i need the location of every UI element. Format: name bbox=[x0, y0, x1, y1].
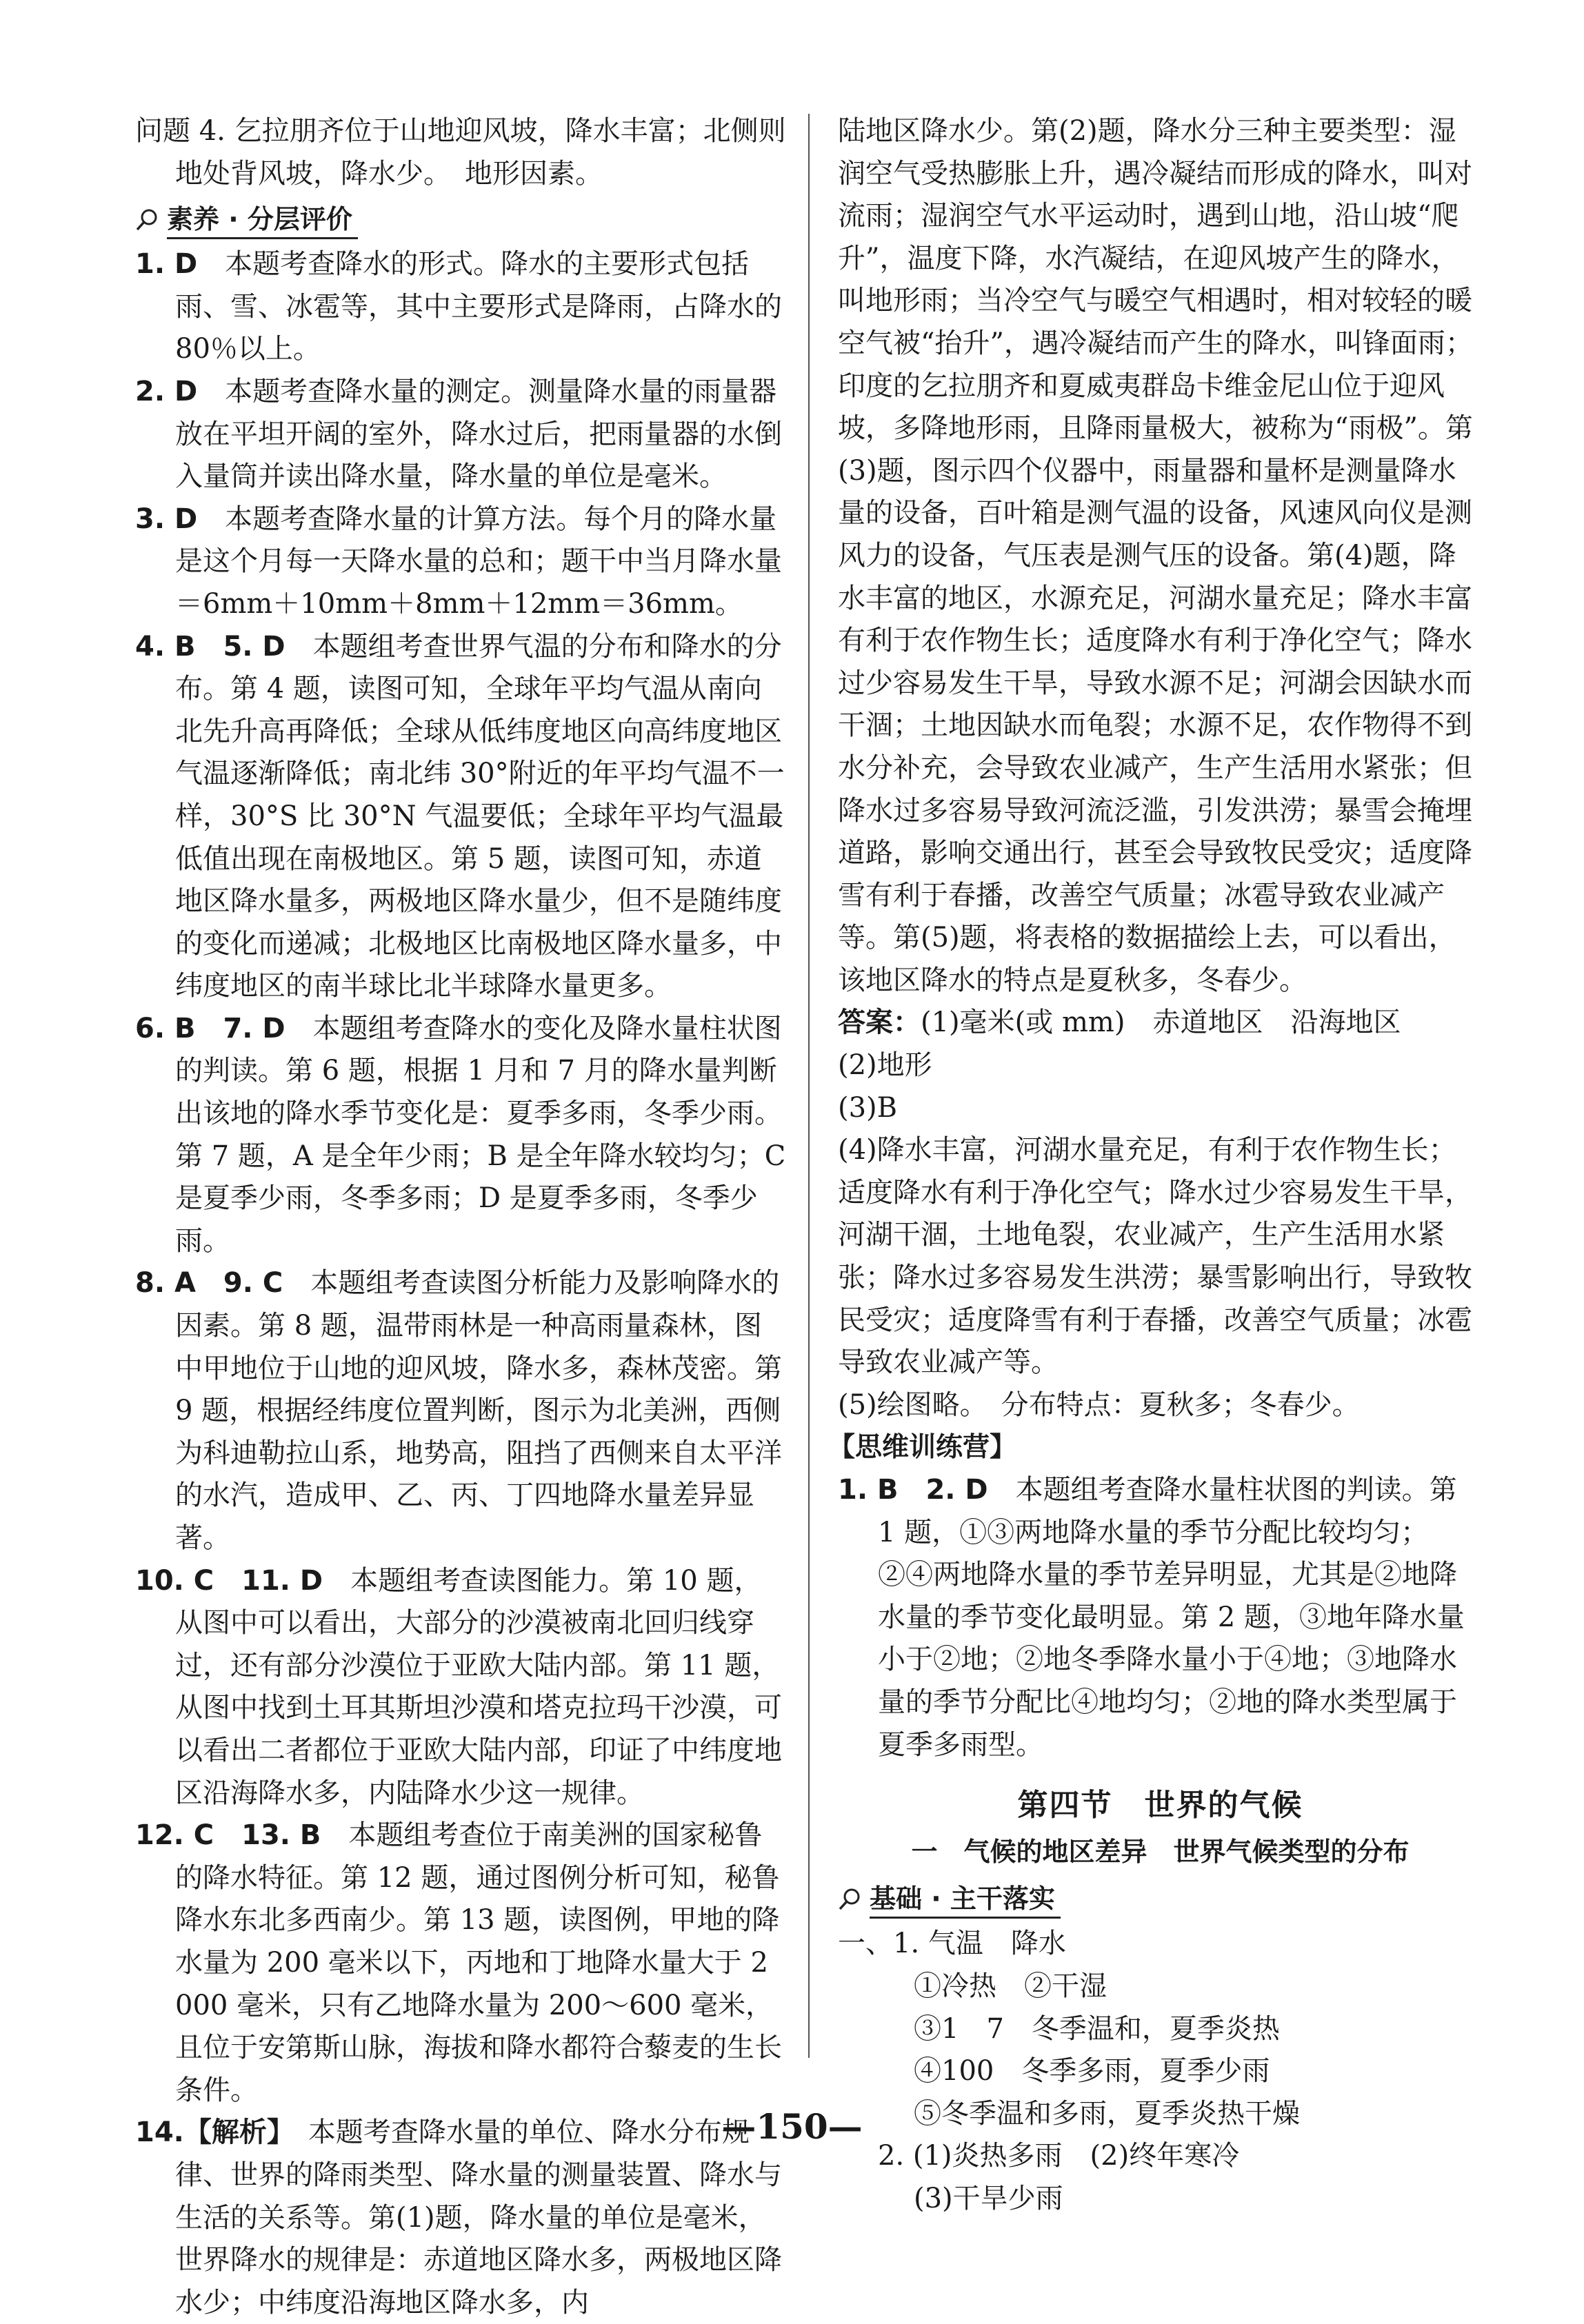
basics-line-7: (3)干旱少雨 bbox=[914, 2182, 1063, 2214]
right-column bbox=[828, 110, 1483, 2221]
answer-item bbox=[135, 626, 787, 1008]
answer-item bbox=[135, 1560, 787, 1815]
think-num: 1. B 2. D bbox=[838, 1474, 988, 1506]
think-title: 【思维训练营】 bbox=[828, 1432, 1017, 1464]
answer-line-1 bbox=[838, 1002, 1483, 1044]
answer-list bbox=[135, 243, 787, 2324]
column-divider bbox=[808, 114, 810, 2058]
answer-item bbox=[135, 1815, 787, 2112]
magnifier-icon bbox=[838, 1887, 863, 1912]
answer-line-5: (5)绘图略。 分布特点：夏秋多；冬春少。 bbox=[838, 1388, 1360, 1421]
basics-line-5: ⑤冬季温和多雨，夏季炎热干燥 bbox=[914, 2097, 1300, 2130]
section-header-basics bbox=[838, 1879, 1483, 1920]
answer-item-number: 4. B 5. D bbox=[135, 630, 285, 663]
left-column bbox=[135, 110, 787, 2324]
basics-line-3: ③1 7 冬季温和，夏季炎热 bbox=[914, 2012, 1280, 2045]
subchapter-title: 一 气候的地区差异 世界气候类型的分布 bbox=[911, 1836, 1410, 1867]
basics-line-4: ④100 冬季多雨，夏季少雨 bbox=[914, 2055, 1270, 2088]
magnifier-icon bbox=[135, 208, 160, 232]
answer-item-number: 10. C 11. D bbox=[135, 1564, 323, 1597]
answer-item bbox=[135, 371, 787, 498]
answer-item-text: 本题考查降水量的单位、降水分布规律、世界的降雨类型、降水量的测量装置、降水与生活的关系等。第(1)题，降水量的单位是毫米，世界降水的规律是：赤道地区降水多，两极地区降水少；中纬度沿海地区降水多，内 bbox=[175, 2116, 782, 2318]
answer-label: 答案： bbox=[838, 1007, 921, 1039]
answer-item-number: 3. D bbox=[135, 503, 198, 535]
answer-line-3: (3)B bbox=[838, 1091, 898, 1124]
answer-item-text: 本题考查降水量的测定。测量降水量的雨量器放在平坦开阔的室外，降水过后，把雨量器的水倒入量筒并读出降水量，降水量的单位是毫米。 bbox=[175, 375, 782, 493]
answer-item-text: 本题组考查世界气温的分布和降水的分布。第 4 题，读图可知，全球年平均气温从南向北先升高再降低；全球从低纬度地区向高纬度地区气温逐渐降低；南北纬 30°附近的年平均气温不一样，30°S 比 30°N 气温要低；全球年平均气温最低值出现在南极地区。第 5 题，读图可知，赤道地区降水量多，两极地区降水量少，但不是随纬度的变化而递减；北极地区比南极地区降水量多，中纬度地区的南半球比北半球降水量更多。 bbox=[175, 630, 785, 1002]
answer-item-text: 本题组考查读图能力。第 10 题，从图中可以看出，大部分的沙漠被南北回归线穿过，还有部分沙漠位于亚欧大陆内部。第 11 题，从图中找到土耳其斯坦沙漠和塔克拉玛干沙漠，可以看出二者都位于亚欧大陆内部，印证了中纬度地区沿海降水多，内陆降水少这一规律。 bbox=[175, 1564, 782, 1809]
answer-item bbox=[135, 243, 787, 371]
basics-line-1: 一、1. 气温 降水 bbox=[838, 1928, 1066, 1960]
think-text: 本题组考查降水量柱状图的判读。第 1 题，①③两地降水量的季节分配比较均匀；②④两地降水量的季节差异明显，尤其是②地降水量的季节变化最明显。第 2 题，③地年降水量小于②地；②地冬季降水量小于④地；③地降水量的季节分配比④地均匀；②地的降水类型属于夏季多雨型。 bbox=[878, 1474, 1465, 1761]
answer-item-number: 1. D bbox=[135, 248, 198, 281]
answer-item-number: 6. B 7. D bbox=[135, 1012, 285, 1044]
answer-item-text: 本题组考查降水的变化及降水量柱状图的判读。第 6 题，根据 1 月和 7 月的降水量判断出该地的降水季节变化是：夏季多雨，冬季少雨。第 7 题，A 是全年少雨；B 是全年降水较均匀；C 是夏季少雨，冬季多雨；D 是夏季多雨，冬季少雨。 bbox=[175, 1012, 786, 1257]
answer-text: (1)毫米(或 mm) 赤道地区 沿海地区 bbox=[921, 1007, 1401, 1039]
basics-line-6: 2. (1)炎热多雨 (2)终年寒冷 bbox=[878, 2140, 1240, 2172]
answer-item bbox=[135, 498, 787, 626]
section-title: 基础 · 主干落实 bbox=[870, 1881, 1061, 1919]
answer-item-text: 本题考查降水的形式。降水的主要形式包括雨、雪、冰雹等，其中主要形式是降雨，占降水的 80％以上。 bbox=[175, 248, 782, 365]
section-header-literacy bbox=[135, 199, 787, 241]
answer-item bbox=[135, 1008, 787, 1263]
answer-line-4: (4)降水丰富，河湖水量充足，有利于农作物生长；适度降水有利于净化空气；降水过少容易发生干旱，河湖干涸，土地龟裂，农业减产，生产生活用水紧张；降水过多容易发生洪涝；暴雪影响出行，导致牧民受灾；适度降雪有利于春播，改善空气质量；冰雹导致农业减产等。 bbox=[838, 1134, 1472, 1379]
section-title: 素养 · 分层评价 bbox=[167, 201, 358, 239]
intro-text: 问题 4. 乞拉朋齐位于山地迎风坡，降水丰富；北侧则地处背风坡，降水少。 地形因素。 bbox=[135, 115, 786, 190]
chapter-title: 第四节 世界的气候 bbox=[1017, 1788, 1303, 1823]
answer-item-number: 8. A 9. C bbox=[135, 1267, 283, 1300]
answer-item bbox=[135, 1262, 787, 1559]
answer-item-text: 本题组考查读图分析能力及影响降水的因素。第 8 题，温带雨林是一种高雨量森林，图中甲地位于山地的迎风坡，降水多，森林茂密。第 9 题，根据经纬度位置判断，图示为北美洲，西侧为科迪勒拉山系，地势高，阻挡了西侧来自太平洋的水汽，造成甲、乙、丙、丁四地降水量差异显著。 bbox=[175, 1267, 782, 1554]
answer-item-number: 12. C 13. B bbox=[135, 1819, 321, 1852]
answer-item-text: 本题组考查位于南美洲的国家秘鲁的降水特征。第 12 题，通过图例分析可知，秘鲁降水东北多西南少。第 13 题，读图例，甲地的降水量为 200 毫米以下，丙地和丁地降水量大于 2 000 毫米，只有乙地降水量为 200～600 毫米，且位于安第斯山脉，海拔和降水都符合藜麦的生长条件。 bbox=[175, 1819, 782, 2106]
page-number: —150— bbox=[721, 2106, 863, 2147]
basics-line-2: ①冷热 ②干湿 bbox=[914, 1970, 1107, 2002]
answer-item-number: 2. D bbox=[135, 375, 198, 407]
think-item bbox=[838, 1469, 1483, 1766]
continuation-text: 陆地区降水少。第(2)题，降水分三种主要类型：湿润空气受热膨胀上升，遇冷凝结而形成的降水，叫对流雨；湿润空气水平运动时，遇到山地，沿山坡“爬升”，温度下降，水汽凝结，在迎风坡产生的降水，叫地形雨；当冷空气与暖空气相遇时，相对较轻的暖空气被“抬升”，遇冷凝结而产生的降水，叫锋面雨；印度的乞拉朋齐和夏威夷群岛卡维金尼山位于迎风坡，多降地形雨，且降雨量极大，被称为“雨极”。第(3)题，图示四个仪器中，雨量器和量杯是测量降水量的设备，百叶箱是测气温的设备，风速风向仪是测风力的设备，气压表是测气压的设备。第(4)题，降水丰富的地区，水源充足，河湖水量充足；降水丰富有利于农作物生长；适度降水有利于净化空气；降水过少容易发生干旱，导致水源不足；河湖会因缺水而干涸；土地因缺水而龟裂；水源不足，农作物得不到水分补充，会导致农业减产，生产生活用水紧张；但降水过多容易导致河流泛滥，引发洪涝；暴雪会掩埋道路，影响交通出行，甚至会导致牧民受灾；适度降雪有利于春播，改善空气质量；冰雹导致农业减产等。第(5)题，将表格的数据描绘上去，可以看出，该地区降水的特点是夏秋多，冬春少。 bbox=[838, 115, 1473, 996]
answer-item-number: 14.【解析】 bbox=[135, 2116, 281, 2149]
answer-item-text: 本题考查降水量的计算方法。每个月的降水量是这个月每一天降水量的总和；题干中当月降水量＝6mm＋10mm＋8mm＋12mm＝36mm。 bbox=[175, 503, 782, 620]
answer-line-2: (2)地形 bbox=[838, 1049, 932, 1082]
